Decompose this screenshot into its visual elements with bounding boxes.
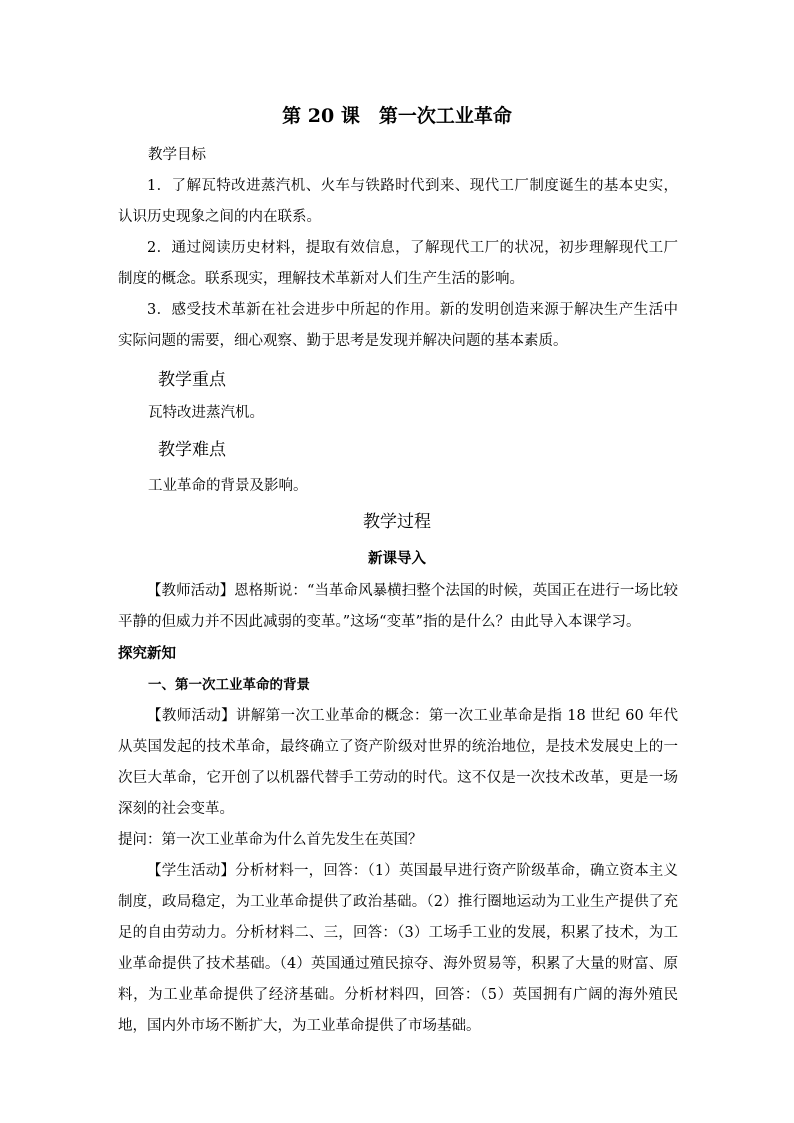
objective-item-2: 2．通过阅读历史材料，提取有效信息，了解现代工厂的状况，初步理解现代工厂制度的概念。联系现实，理解技术革新对人们生产生活的影响。 — [118, 240, 678, 287]
difficulty-text: 工业革命的背景及影响。 — [148, 478, 308, 494]
objectives-list — [118, 171, 678, 357]
explore-heading: 探究新知 — [118, 645, 176, 662]
section1-content — [118, 701, 678, 1042]
process-heading: 教学过程 — [363, 512, 431, 532]
key-point-heading: 教学重点 — [158, 370, 226, 390]
objective-item-1: 1．了解瓦特改进蒸汽机、火车与铁路时代到来、现代工厂制度诞生的基本史实，认识历史现象之间的内在联系。 — [118, 178, 678, 225]
intro-paragraph: 【教师活动】恩格斯说：“当革命风暴横扫整个法国的时候，英国正在进行一场比较平静的但威力并不因此减弱的变革。”这场“变革”指的是什么？由此导入本课学习。 — [118, 583, 678, 630]
student-activity-paragraph: 【学生活动】分析材料一，回答：（1）英国最早进行资产阶级革命，确立资本主义制度，政局稳定，为工业革命提供了政治基础。（2）推行圈地运动为工业生产提供了充足的自由劳动力。分析材料二、三，回答：（3）工场手工业的发展，积累了技术，为工业革命提供了技术基础。（4）英国通过殖民掠夺、海外贸易等，积累了大量的财富、原料，为工业革命提供了经济基础。分析材料四，回答：（5）英国拥有广阔的海外殖民地，国内外市场不断扩大，为工业革命提供了市场基础。 — [118, 863, 678, 1034]
lesson-title: 第 20 课 第一次工业革命 — [282, 105, 512, 127]
objectives-heading: 教学目标 — [148, 147, 206, 163]
question-paragraph: 提问：第一次工业革命为什么首先发生在英国？ — [118, 832, 423, 848]
intro-heading: 新课导入 — [368, 550, 426, 567]
teacher-activity-paragraph: 【教师活动】讲解第一次工业革命的概念：第一次工业革命是指 18 世纪 60 年代从英国发起的技术革命，最终确立了资产阶级对世界的统治地位，是技术发展史上的一次巨大革命，它开创了以机器代替手工劳动的时代。这不仅是一次技术改革，更是一场深刻的社会变革。 — [118, 708, 678, 817]
section1-heading: 一、第一次工业革命的背景 — [148, 677, 310, 693]
difficulty-heading: 教学难点 — [158, 440, 226, 460]
key-point-text: 瓦特改进蒸汽机。 — [148, 405, 264, 421]
intro-paragraph-block — [118, 576, 678, 638]
objective-item-3: 3．感受技术革新在社会进步中所起的作用。新的发明创造来源于解决生产生活中实际问题的需要，细心观察、勤于思考是发现并解决问题的基本素质。 — [118, 302, 678, 349]
